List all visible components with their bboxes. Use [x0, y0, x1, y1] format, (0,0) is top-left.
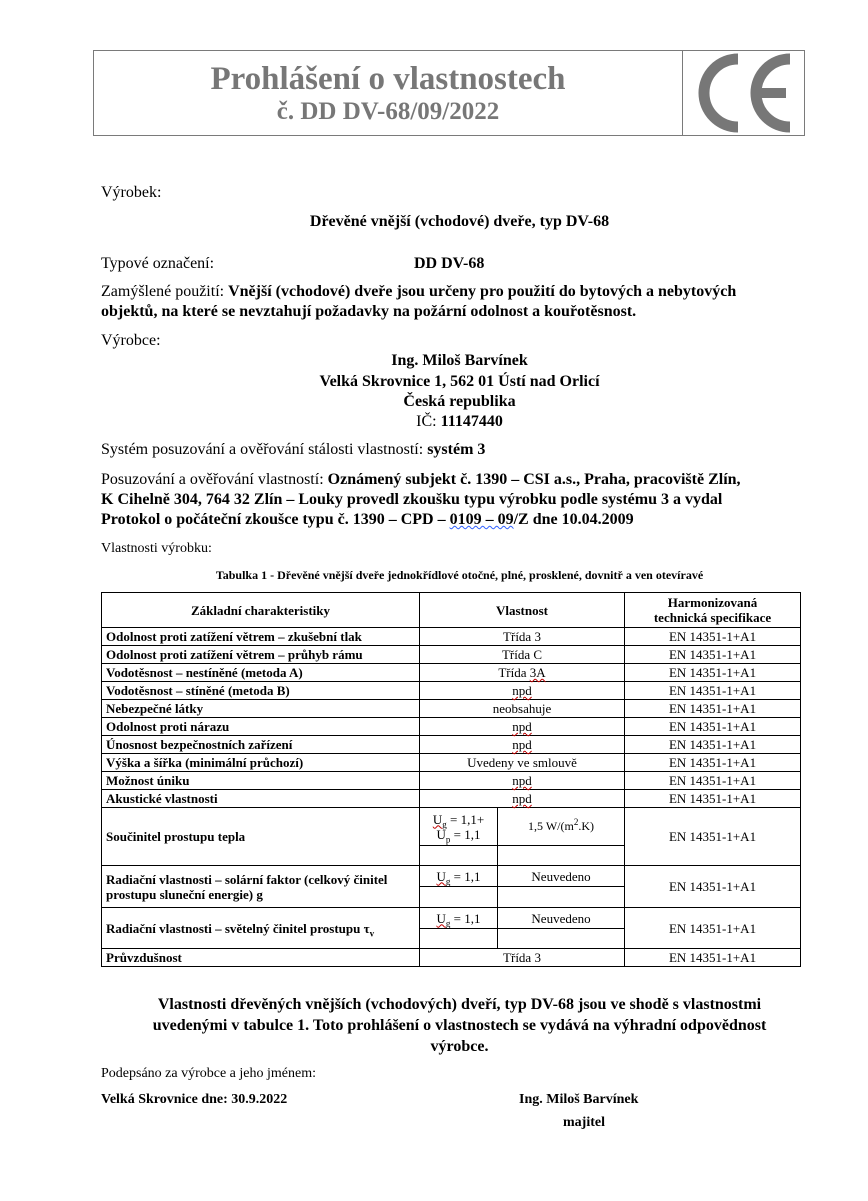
header-spec [625, 593, 801, 628]
row-characteristic: Odolnost proti zatížení větrem – zkušební tlak [102, 628, 420, 646]
manufacturer-country: Česká republika [403, 393, 516, 410]
ce-mark-icon [690, 53, 800, 133]
ic-value: 11147440 [440, 413, 503, 430]
row-value-cell [420, 772, 625, 790]
row-value: npd [512, 791, 532, 806]
row-value: Třída C [420, 646, 625, 664]
conformity-line2: uvedenými v tabulce 1. Toto prohlášení o vlastnostech se vydává na výhradní odpovědnost [152, 1017, 767, 1034]
light-ug-value: = 1,1 [453, 910, 481, 926]
solar-value: Neuvedeno [498, 866, 625, 887]
thermal-u-values: $U_g = 1,1+$ $U_p = 1,1$ [420, 808, 498, 846]
ic-label: IČ: [416, 413, 437, 430]
row-characteristic: Vodotěsnost – nestíněné (metoda A) [102, 664, 420, 682]
thermal-ug: = 1,1+ [449, 811, 485, 827]
intended-use [101, 282, 818, 302]
table-row [102, 628, 801, 646]
light-characteristic-text: Radiační vlastnosti – světelný činitel prostupu τ [106, 920, 370, 936]
row-spec: EN 14351-1+A1 [625, 646, 801, 664]
row-spec: EN 14351-1+A1 [625, 949, 801, 967]
properties-label: Vlastnosti výrobku: [101, 541, 212, 556]
row-value-cell [420, 736, 625, 754]
row-spec: EN 14351-1+A1 [625, 700, 801, 718]
row-value: npd [512, 737, 532, 752]
conformity-statement [101, 994, 818, 1057]
row-value: Uvedeny ve smlouvě [420, 754, 625, 772]
row-characteristic: Odolnost proti zatížení větrem – průhyb rámu [102, 646, 420, 664]
use-label: Zamýšlené použití: [101, 283, 225, 300]
table-row [102, 790, 801, 808]
thermal-value: 1,5 $W/(m^2.K)$ [498, 808, 625, 846]
row-spec: EN 14351-1+A1 [625, 736, 801, 754]
row-characteristic: Odolnost proti nárazu [102, 718, 420, 736]
table-row [102, 736, 801, 754]
assessment-line3 [101, 510, 634, 530]
table-row [102, 664, 801, 682]
conformity-line1: Vlastnosti dřevěných vnějších (vchodových) dveří, typ DV-68 jsou ve shodě s vlastnostmi [157, 996, 762, 1013]
row-value: npd [512, 773, 532, 788]
row-value: Třída 3 [420, 949, 625, 967]
thermal-value-text: 1,5 W/(m [528, 819, 574, 833]
assessment-protocol-date: /Z dne 10.04.2009 [513, 511, 634, 528]
row-characteristic: Radiační vlastnosti – solární faktor (celkový činitel prostupu sluneční energie) g [102, 866, 420, 908]
solar-ug: $U_g = 1,1$ [420, 866, 498, 887]
document-number: č. DD DV-68/09/2022 [276, 98, 500, 125]
header-characteristic: Základní charakteristiky [102, 593, 420, 628]
table-row [102, 949, 801, 967]
empty-cell [498, 929, 625, 949]
row-spec: EN 14351-1+A1 [625, 790, 801, 808]
row-characteristic: Možnost úniku [102, 772, 420, 790]
manufacturer-label: Výrobce: [101, 332, 161, 349]
assessment-label: Posuzování a ověřování vlastností: [101, 471, 324, 488]
header-title-cell [94, 51, 683, 135]
product-label: Výrobek: [101, 184, 162, 201]
place-date: Velká Skrovnice dne: 30.9.2022 [101, 1092, 288, 1107]
row-value-cell [420, 682, 625, 700]
properties-table [101, 592, 801, 967]
conformity-line3: výrobce. [430, 1038, 489, 1055]
assessment-protocol: Protokol o počáteční zkoušce typu č. 1390 – CPD – [101, 511, 450, 528]
system-label: Systém posuzování a ověřování stálosti vlastností: [101, 441, 424, 458]
row-value: Třída 3 [420, 628, 625, 646]
header-property: Vlastnost [420, 593, 625, 628]
assessment-line1 [101, 470, 741, 490]
assessment-text1: Oznámený subjekt č. 1390 – CSI a.s., Praha, pracoviště Zlín, [327, 471, 741, 488]
row-spec: EN 14351-1+A1 [625, 718, 801, 736]
assessment-protocol-number: 0109 – 09 [449, 511, 514, 528]
table-header-row [102, 593, 801, 628]
table-row [102, 646, 801, 664]
empty-cell [420, 887, 498, 908]
row-spec: EN 14351-1+A1 [625, 866, 801, 908]
row-spec: EN 14351-1+A1 [625, 808, 801, 866]
manufacturer-ic [101, 412, 818, 432]
row-characteristic: Výška a šířka (minimální průchozí) [102, 754, 420, 772]
signed-label: Podepsáno za výrobce a jeho jménem: [101, 1066, 316, 1081]
table-row [102, 754, 801, 772]
row-value [420, 664, 625, 682]
document-title: Prohlášení o vlastnostech [210, 61, 566, 97]
product-name: Dřevěné vnější (vchodové) dveře, typ DV-68 [309, 213, 610, 230]
row-characteristic: Součinitel prostupu tepla [102, 808, 420, 866]
thermal-up: = 1,1 [453, 826, 481, 842]
table-row [102, 682, 801, 700]
document-header [93, 50, 805, 136]
row-characteristic: Vodotěsnost – stíněné (metoda B) [102, 682, 420, 700]
row-value-cell [420, 790, 625, 808]
header-spec-line1: Harmonizovaná [667, 595, 758, 610]
empty-cell [498, 887, 625, 908]
use-text-line2: objektů, na které se nevztahují požadavky na požární odolnost a kouřotěsnost. [101, 303, 637, 320]
system-value: systém 3 [427, 441, 486, 458]
table-row-solar [102, 866, 801, 887]
row-characteristic: Radiační vlastnosti – světelný činitel prostupu $\tau_v$ [102, 908, 420, 949]
light-ug: $U_g = 1,1$ [420, 908, 498, 929]
use-text-line1: Vnější (vchodové) dveře jsou určeny pro použití do bytových a nebytových [228, 283, 737, 300]
row-characteristic: Průvzdušnost [102, 949, 420, 967]
row-spec: EN 14351-1+A1 [625, 772, 801, 790]
row-characteristic: Nebezpečné látky [102, 700, 420, 718]
table-row [102, 718, 801, 736]
signatory-name: Ing. Miloš Barvínek [519, 1092, 639, 1107]
light-value: Neuvedeno [498, 908, 625, 929]
manufacturer-address: Velká Skrovnice 1, 562 01 Ústí nad Orlicí [319, 373, 600, 390]
signatory-role: majitel [563, 1115, 605, 1130]
row-spec: EN 14351-1+A1 [625, 754, 801, 772]
row-value: neobsahuje [420, 700, 625, 718]
type-value: DD DV-68 [414, 255, 485, 272]
table-row-light [102, 908, 801, 929]
row-characteristic: Akustické vlastnosti [102, 790, 420, 808]
manufacturer-name: Ing. Miloš Barvínek [391, 352, 528, 369]
table-row [102, 700, 801, 718]
row-spec: EN 14351-1+A1 [625, 628, 801, 646]
assessment-system [101, 440, 485, 460]
type-label: Typové označení: [101, 255, 215, 272]
empty-cell [420, 929, 498, 949]
solar-ug-value: = 1,1 [453, 868, 481, 884]
row-spec: EN 14351-1+A1 [625, 682, 801, 700]
header-spec-line2: technická specifikace [653, 610, 772, 625]
row-characteristic: Únosnost bezpečnostních zařízení [102, 736, 420, 754]
empty-cell [420, 846, 498, 866]
table-row [102, 772, 801, 790]
row-value: npd [512, 719, 532, 734]
row-value: npd [512, 683, 532, 698]
assessment-line2: K Cihelně 304, 764 32 Zlín – Louky provedl zkoušku typu výrobku podle systému 3 a vydal [101, 491, 723, 508]
row-spec: EN 14351-1+A1 [625, 664, 801, 682]
row-spec: EN 14351-1+A1 [625, 908, 801, 949]
row-value-class: 3A [529, 665, 546, 680]
empty-cell [498, 846, 625, 866]
table-caption: Tabulka 1 - Dřevěné vnější dveře jednokřídlové otočné, plné, prosklené, dovnitř a ven otevíravé [215, 568, 704, 582]
row-value-cell [420, 718, 625, 736]
table-row-thermal [102, 808, 801, 846]
row-value-prefix: Třída [498, 665, 530, 680]
thermal-value-end: .K) [578, 819, 594, 833]
